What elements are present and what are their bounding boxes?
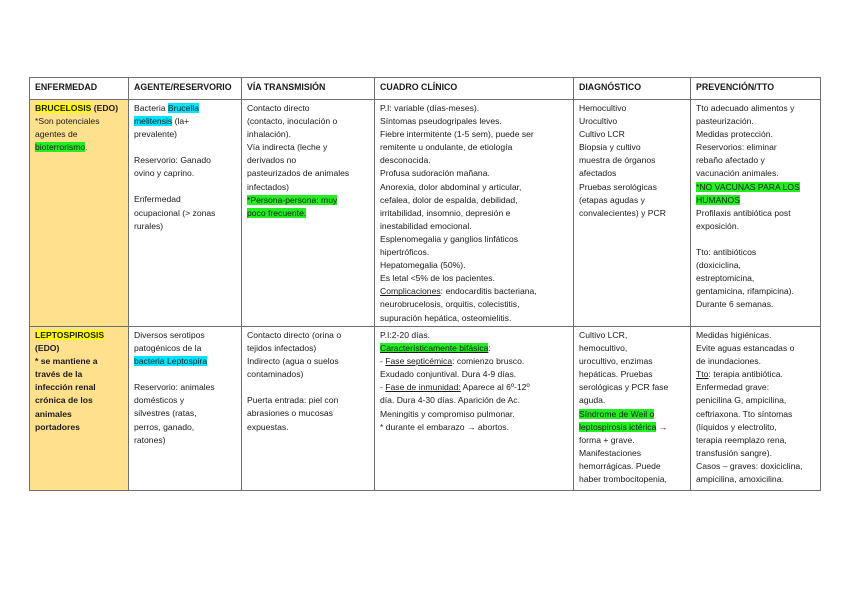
disease-note-end: . [85,142,88,153]
occupational-line: rurales) [134,220,164,231]
clinical-line: * durante el embarazo → abortos. [380,421,509,432]
agent-text: Diversos serotipos [134,330,205,340]
disease-tag: (EDO) [91,103,119,113]
prevention-line: Reservorios: eliminar [696,142,777,153]
clinical-line: P.I:2-20 días. [380,330,431,340]
phase-text: Aparece al 6º-12º [460,382,530,393]
diagnosis-line: Hemocultivo [579,103,627,113]
reservoir-line: domésticos y [134,395,185,406]
diagnosis-cell-leptospirosis [574,327,691,491]
diagnosis-line: convalecientes) y PCR [579,207,666,218]
treatment-line: Tto: antibióticos [696,246,757,257]
disease-note-line: infección renal [35,382,96,393]
treatment-line: estreptomicina, [696,273,755,284]
agent-text: (la+ [172,116,190,127]
prevention-line: rebaño afectado y [696,155,765,166]
reservoir-line: Reservorio: animales [134,382,215,393]
diagnosis-line: hepáticas. Pruebas [579,369,653,380]
occupational-line: Enfermedad [134,194,181,205]
phase-label: Fase de inmunidad: [385,382,461,393]
clinical-line: cefalea, dolor de espalda, debilidad, [380,194,518,205]
transmission-cell-leptospirosis [242,327,375,491]
clinical-line: Esplenomegalia y ganglios linfáticos [380,233,519,244]
diagnosis-line: urocultivo, enzimas [579,356,653,367]
header-enfermedad: ENFERMEDAD [30,78,129,100]
agent-highlight: bacteria Leptospira [134,356,208,367]
phase-text: : comienzo brusco. [452,356,525,367]
treatment-line: ceftriaxona. Tto síntomas [696,408,793,419]
diagnosis-line: hemocultivo, [579,343,628,354]
table-row [30,100,821,327]
disease-note-highlight: bioterrorismo [35,142,86,153]
treatment-line: Durante 6 semanas. [696,299,774,310]
transmission-cell-brucelosis [242,100,375,327]
clinical-line: día. Dura 4-30 días. Aparición de Ac. [380,395,520,406]
treatment-label: Tto [696,369,709,380]
diagnosis-line: hemorrágicas. Puede [579,460,661,471]
treatment-line: gentamicina, rifampicina). [696,286,794,297]
table-row [30,327,821,491]
header-cuadro-clinico: CUADRO CLÍNICO [375,78,574,100]
diagnosis-line: Cultivo LCR, [579,330,628,340]
agent-highlight: Brucella [167,103,199,113]
diagnosis-line: Cultivo LCR [579,129,625,140]
prevention-highlight: HUMANOS [696,194,740,205]
prevention-line: Tto adecuado alimentos y [696,103,795,113]
diagnosis-line: Manifestaciones [579,447,642,458]
diagnosis-highlight: Síndrome de Weil o [579,408,655,419]
prevention-line: vacunación animales. [696,168,779,179]
diagnosis-line: haber trombocitopenia, [579,474,667,485]
diagnosis-line: Urocultivo [579,116,618,127]
transmission-line: Puerta entrada: piel con [247,395,339,406]
clinical-line: hipertróficos. [380,247,430,258]
prevention-line: Medidas higiénicas. [696,330,772,340]
reservoir-line: Reservorio: Ganado [134,155,211,166]
clinical-line: remitente u ondulante, de etiología [380,142,513,153]
diagnosis-line: afectados [579,168,617,179]
treatment-line: terapia reemplazo rena, [696,434,787,445]
prevention-line: pasteurización. [696,116,754,127]
diagnosis-line: forma + grave. [579,434,635,445]
clinical-dash: - [380,356,386,367]
transmission-highlight: poco frecuente. [247,207,307,218]
disease-note-line: animales [35,408,72,419]
transmission-line: Contacto directo [247,103,310,113]
transmission-line: tejidos infectados) [247,343,317,354]
prevention-cell-leptospirosis [691,327,821,491]
clinical-dash: - [380,382,386,393]
clinical-line: Exudado conjuntival. Dura 4-9 días. [380,369,517,380]
diagnosis-line: aguda. [579,395,606,406]
occupational-line: ocupacional (> zonas [134,207,216,218]
reservoir-line: silvestres (ratas, [134,408,197,419]
disease-cell-leptospirosis [30,327,129,491]
clinical-line: Síntomas pseudogripales leves. [380,116,502,127]
transmission-line: Contacto directo (orina o [247,330,342,340]
prevention-line: exposición. [696,220,739,231]
prevention-highlight: *NO VACUNAS PARA LOS [696,181,800,192]
disease-note-line: *Son potenciales [35,116,100,127]
diagnosis-line: (etapas agudas y [579,194,645,205]
transmission-line: pasteurizados de animales [247,168,350,179]
treatment-line: (líquidos y electrolito, [696,421,777,432]
agent-cell-brucelosis [129,100,242,327]
clinical-highlight: Característicamente bifásica [380,343,489,354]
transmission-line: inhalación). [247,129,291,140]
header-via-transmision: VÍA TRANSMISIÓN [242,78,375,100]
clinical-line: Meningitis y compromiso pulmonar. [380,408,515,419]
clinical-line: inestabilidad emocional. [380,220,472,231]
treatment-line: transfusión sangre). [696,447,772,458]
disease-note-line: crónica de los [35,395,93,406]
clinical-line: neurobrucelosis, orquitis, colecistitis, [380,299,520,310]
transmission-line: contaminados) [247,369,304,380]
treatment-line: penicilina G, ampicilina, [696,395,787,406]
treatment-line: ampicilina, amoxicilina. [696,474,784,485]
header-row [30,78,821,100]
disease-name: LEPTOSPIROSIS [35,330,105,340]
diagnosis-line: Biopsia y cultivo [579,142,641,153]
diagnosis-highlight: leptospirosis ictérica [579,421,657,432]
prevention-cell-brucelosis [691,100,821,327]
diagnosis-arrow: → [656,421,668,432]
clinical-line: supuración hepática, osteomielitis. [380,312,512,323]
prevention-line: de inundaciones. [696,356,761,367]
transmission-highlight: *Persona-persona: muy [247,194,338,205]
prevention-line: Medidas protección. [696,129,773,140]
complications-text: : endocarditis bacteriana, [440,286,537,297]
clinical-line: Profusa sudoración mañana. [380,168,490,179]
clinical-line: irritabilidad, insomnio, depresión e [380,207,511,218]
prevention-line: Evite aguas estancadas o [696,343,795,354]
disease-cell-brucelosis [30,100,129,327]
disease-table [29,77,821,491]
clinical-line: Es letal <5% de los pacientes. [380,273,495,284]
reservoir-line: perros, ganado, [134,421,195,432]
transmission-line: Indirecto (agua o suelos [247,356,339,367]
agent-text: prevalente) [134,129,177,140]
header-diagnostico: DIAGNÓSTICO [574,78,691,100]
disease-tag: (EDO) [35,343,60,354]
clinical-line: Hepatomegalia (50%). [380,260,466,271]
prevention-line: Profilaxis antibiótica post [696,207,791,218]
disease-note-line: través de la [35,369,83,380]
clinical-punct: : [488,343,491,354]
clinical-line: Fiebre intermitente (1-5 sem), puede ser [380,129,534,140]
transmission-line: (contacto, inoculación o [247,116,338,127]
treatment-line: Casos – graves: doxiciclina, [696,460,803,471]
agent-cell-leptospirosis [129,327,242,491]
transmission-line: expuestas. [247,421,289,432]
treatment-text: : terapia antibiótica. [708,369,783,380]
diagnosis-line: Pruebas serológicas [579,181,657,192]
treatment-line: (doxiciclina, [696,260,741,271]
treatment-line: Enfermedad grave: [696,382,770,393]
transmission-line: infectados) [247,181,290,192]
reservoir-line: ovino y caprino. [134,168,195,179]
clinical-line: desconocida. [380,155,431,166]
disease-note-line: portadores [35,421,80,432]
disease-note-line: * se mantiene a [35,356,98,367]
transmission-line: derivados no [247,155,297,166]
diagnosis-line: muestra de órganos [579,155,656,166]
transmission-line: Vía indirecta (leche y [247,142,328,153]
reservoir-line: ratones) [134,434,166,445]
clinical-cell-brucelosis [375,100,574,327]
agent-text: Bacteria [134,103,168,113]
clinical-cell-leptospirosis [375,327,574,491]
agent-highlight: melitensis [134,116,173,127]
phase-label: Fase septicémica [385,356,453,367]
diagnosis-cell-brucelosis [574,100,691,327]
clinical-line: P.I: variable (días-meses). [380,103,480,113]
header-agente-reservorio: AGENTE/RESERVORIO [129,78,242,100]
diagnosis-line: serológicas y PCR fase [579,382,669,393]
agent-text: patogénicos de la [134,343,202,354]
transmission-line: abrasiones o mucosas [247,408,333,419]
disease-note-line: agentes de [35,129,78,140]
complications-label: Complicaciones [380,286,441,297]
header-prevencion-tto: PREVENCIÓN/TTO [691,78,821,100]
clinical-line: Anorexia, dolor abdominal y articular, [380,181,522,192]
disease-name: BRUCELOSIS [35,103,92,113]
